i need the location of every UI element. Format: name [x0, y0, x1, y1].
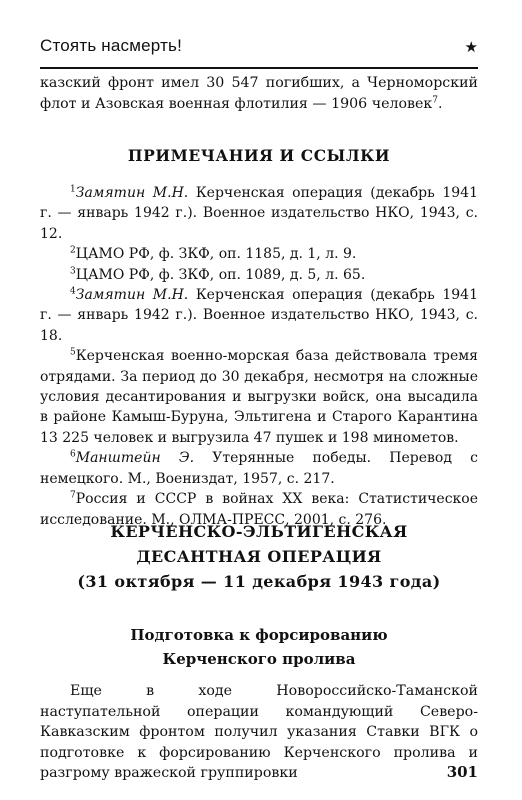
note-number: 1	[70, 184, 76, 195]
note-item	[40, 183, 478, 244]
page-number: 301	[446, 763, 478, 781]
subsection-heading-line: Керченского пролива	[162, 650, 356, 668]
note-text: Керченская военно-морская база действовала тремя отрядами. За период до 30 декабря, несмотря на сложные условия десантирования и выгрузки войск, она высадила в районе Камыш-Буруна, Эльтигена и Старого Карантина 13 225 человек и выгрузила 47 пушек и 198 минометов.	[40, 348, 478, 446]
star-icon: ★	[464, 38, 478, 56]
header-divider	[40, 67, 478, 69]
note-text: ЦАМО РФ, ф. ЗКФ, оп. 1185, д. 1, л. 9.	[75, 246, 357, 263]
body-paragraph: Еще в ходе Новороссийско-Таманской наступательной операции командующий Северо-Кавказским фронтом получил указания Ставки ВГК о подготовке к форсированию Керченского пролива и разгрому вражеской группировки	[40, 683, 478, 781]
note-number: 4	[70, 286, 76, 297]
note-text: Утерянные победы. Перевод с немецкого. М., Воениздат, 1957, с. 217.	[40, 450, 479, 487]
note-number: 3	[70, 265, 76, 276]
note-number: 5	[70, 347, 76, 358]
chapter-title-line: КЕРЧЕНСКО-ЭЛЬТИГЕНСКАЯ	[110, 522, 408, 541]
note-item	[40, 346, 478, 448]
note-item	[40, 448, 478, 489]
intro-text: казский фронт имел 30 547 погибших, а Черноморский флот и Азовская военная флотилия — 1906 человек	[40, 75, 478, 112]
subsection-heading	[40, 623, 478, 671]
notes-list	[40, 183, 478, 530]
note-item	[40, 285, 478, 346]
note-text: ЦАМО РФ, ф. ЗКФ, оп. 1089, д. 5, л. 65.	[75, 266, 366, 283]
note-number: 6	[70, 449, 76, 460]
chapter-title	[40, 519, 478, 594]
note-author: Замятин М.Н.	[75, 185, 189, 201]
intro-paragraph: казский фронт имел 30 547 погибших, а Черноморский флот и Азовская военная флотилия — 1906 человек$^7$.	[40, 75, 478, 112]
subsection-heading-line: Подготовка к форсированию	[130, 626, 388, 644]
chapter-dates: (31 октября — 11 декабря 1943 года)	[77, 572, 441, 591]
note-item	[40, 265, 478, 285]
note-text: Керченская операция (декабрь 1941 г. — январь 1942 г.). Военное издательство НКО, 1943, с. 12.	[40, 185, 478, 242]
note-number: 7	[70, 490, 76, 501]
running-header-title: Стоять насмерть!	[40, 36, 183, 55]
chapter-title-line: ДЕСАНТНАЯ ОПЕРАЦИЯ	[136, 547, 382, 566]
note-text: Керченская операция (декабрь 1941 г. — январь 1942 г.). Военное издательство НКО, 1943, с. 18.	[40, 287, 478, 344]
note-text: Россия и СССР в войнах XX века: Статистическое исследование. М., ОЛМА-ПРЕСС, 2001, с. 276.	[40, 491, 478, 528]
intro-footnote-ref: 7	[432, 94, 439, 105]
note-number: 2	[70, 245, 76, 256]
note-author: Замятин М.Н.	[75, 287, 189, 304]
running-header	[40, 36, 478, 60]
note-author: Манштейн Э.	[75, 450, 195, 467]
notes-heading: ПРИМЕЧАНИЯ И ССЫЛКИ	[127, 146, 391, 165]
note-item	[40, 244, 478, 264]
